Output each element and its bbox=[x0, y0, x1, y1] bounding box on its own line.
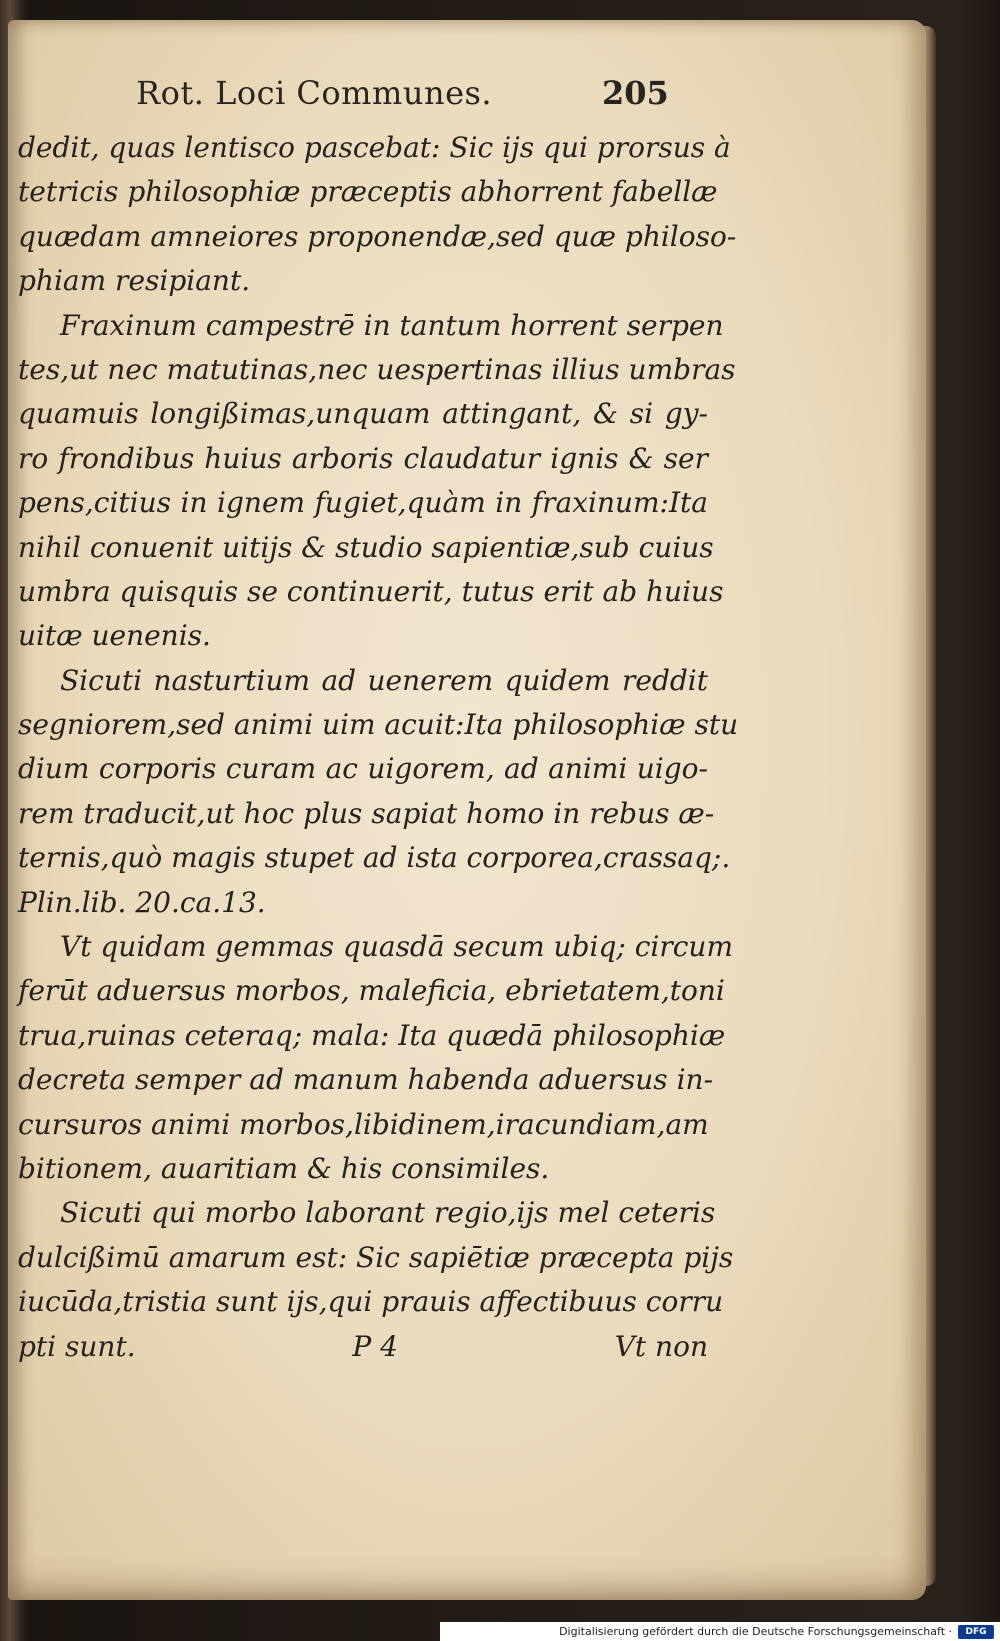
text-line: dium corporis curam ac uigorem, ad animi uigo- bbox=[18, 752, 708, 786]
text-line: dedit, quas lentisco pascebat: Sic ijs qui prorsus à bbox=[18, 131, 731, 164]
signature-mark: P 4 bbox=[352, 1329, 398, 1363]
text-line: segniorem,sed animi uim acuit:Ita philosophiæ stu bbox=[18, 708, 739, 742]
text-line: tes,ut nec matutinas,nec uespertinas illius umbras bbox=[18, 352, 736, 386]
page-number: 205 bbox=[602, 74, 669, 112]
paragraph-start-line: Fraxinum campestrē in tantum horrent serpen bbox=[60, 308, 724, 342]
text-line: quamuis longißimas,unquam attingant, & si gy- bbox=[18, 397, 708, 431]
text-line: cursuros animi morbos,libidinem,iracundiam,am bbox=[18, 1107, 709, 1141]
catchword: Vt non bbox=[614, 1329, 708, 1363]
text-line: pens,citius in ignem fugiet,quàm in fraxinum:Ita bbox=[18, 486, 708, 520]
digitization-credit: Digitalisierung gefördert durch die Deutsche Forschungsgemeinschaft · bbox=[440, 1622, 1000, 1641]
text-line: trua,ruinas ceteraq; mala: Ita quædā philosophiæ bbox=[18, 1018, 726, 1052]
paragraph-start-line: Sicuti nasturtium ad uenerem quidem reddit bbox=[60, 663, 708, 697]
text-line: Plin.lib. 20.ca.13. bbox=[18, 885, 266, 919]
dfg-logo: DFG bbox=[958, 1625, 994, 1639]
text-line: tetricis philosophiæ præceptis abhorrent fabellæ bbox=[18, 175, 718, 209]
paragraph-start-line: Vt quidam gemmas quasdā secum ubiq; circum bbox=[60, 930, 734, 964]
text-line: umbra quisquis se continuerit, tutus erit ab huius bbox=[18, 574, 724, 608]
text-line: ternis,quò magis stupet ad ista corporea,crassaq;. bbox=[18, 841, 731, 875]
last-line bbox=[18, 1325, 708, 1369]
text-line: nihil conuenit uitijs & studio sapientiæ,sub cuius bbox=[18, 530, 714, 564]
text-line: iucūda,tristia sunt ijs,qui prauis affectibuus corru bbox=[18, 1285, 724, 1319]
text-line: quædam amneiores proponendæ,sed quæ philoso- bbox=[18, 219, 737, 253]
text-line: bitionem, auaritiam & his consimiles. bbox=[18, 1151, 550, 1185]
running-head-title: Rot. Loci Communes. bbox=[136, 74, 493, 112]
body-text bbox=[18, 126, 739, 1369]
text-line: dulcißimū amarum est: Sic sapiētiæ præcepta pijs bbox=[18, 1240, 734, 1274]
paragraph-start-line: Sicuti qui morbo laborant regio,ijs mel ceteris bbox=[60, 1196, 716, 1230]
text-line: ferūt aduersus morbos, maleficia, ebrietatem,toni bbox=[18, 974, 725, 1008]
text-line: ro frondibus huius arboris claudatur ignis & ser bbox=[18, 441, 708, 475]
text-line: phiam resipiant. bbox=[18, 264, 251, 298]
text-line: decreta semper ad manum habenda aduersus in- bbox=[18, 1063, 714, 1097]
last-line-text: pti sunt. bbox=[18, 1329, 136, 1363]
text-line: uitæ uenenis. bbox=[18, 619, 211, 653]
text-line: rem traducit,ut hoc plus sapiat homo in rebus æ- bbox=[18, 796, 715, 830]
